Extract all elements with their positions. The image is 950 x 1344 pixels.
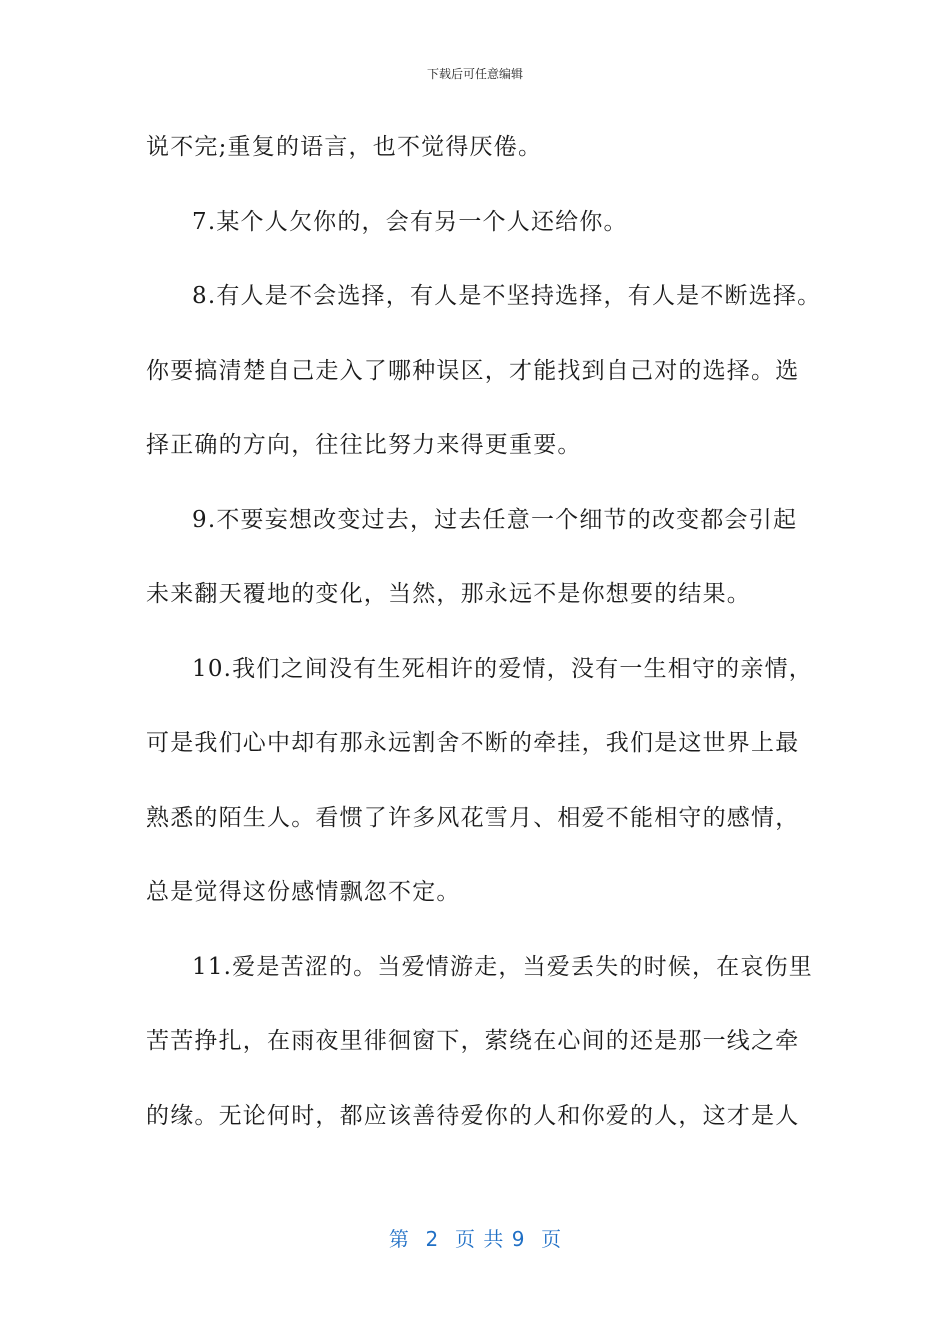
text-line: 未来翻天覆地的变化，当然，那永远不是你想要的结果。 [146,581,751,607]
text-line: 苦苦挣扎，在雨夜里徘徊窗下，萦绕在心间的还是那一线之牵 [146,1028,800,1054]
text-line: 总是觉得这份感情飘忽不定。 [146,879,461,905]
text-line: 的缘。无论何时，都应该善待爱你的人和你爱的人，这才是人 [146,1103,800,1129]
page-header: 下载后可任意编辑 [426,67,523,81]
text-line: 择正确的方向，往往比努力来得更重要。 [146,432,582,458]
paragraph-8: 8.有人是不会选择，有人是不坚持选择，有人是不断选择。 [192,283,822,309]
page-number-footer [0,1226,950,1252]
page-number-text: 第 2 页 共 9 页 [388,1227,562,1251]
text-line: 说不完;重复的语言，也不觉得厌倦。 [146,134,543,160]
paragraph-10: 10.我们之间没有生死相许的爱情，没有一生相守的亲情， [192,656,813,682]
paragraph-9: 9.不要妄想改变过去，过去任意一个细节的改变都会引起 [192,507,798,533]
paragraph-7: 7.某个人欠你的，会有另一个人还给你。 [192,209,628,235]
text-line: 熟悉的陌生人。看惯了许多风花雪月、相爱不能相守的感情， [146,805,800,831]
paragraph-11: 11.爱是苦涩的。当爱情游走，当爱丢失的时候，在哀伤里 [192,954,813,980]
text-line: 你要搞清楚自己走入了哪种误区，才能找到自己对的选择。选 [146,358,800,384]
text-line: 可是我们心中却有那永远割舍不断的牵挂，我们是这世界上最 [146,730,800,756]
